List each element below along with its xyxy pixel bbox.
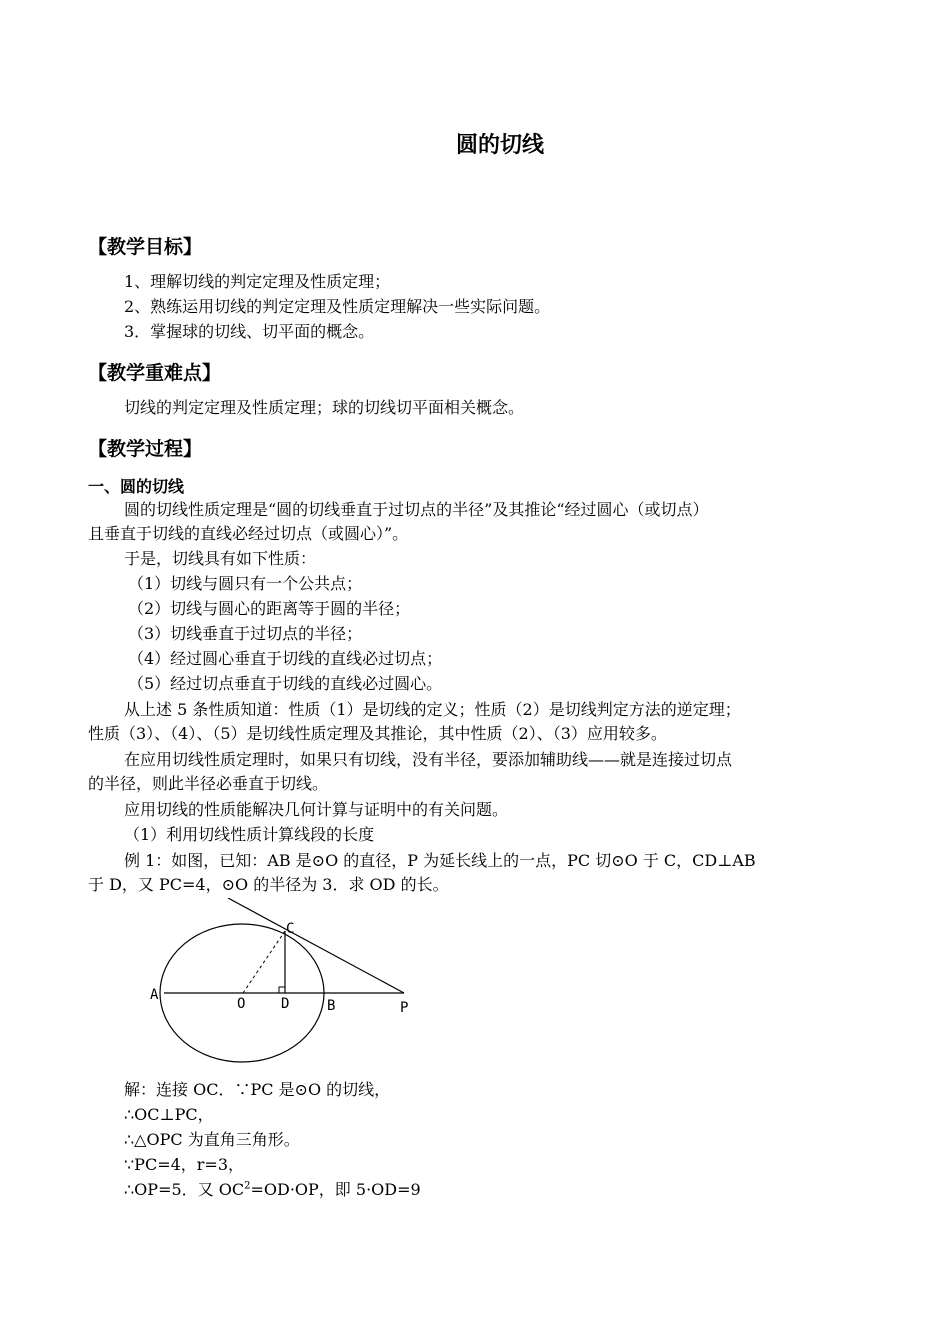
page-title: 圆的切线 [455,133,544,158]
key-points-text: 切线的判定定理及性质定理；球的切线切平面相关概念。 [124,398,525,417]
paragraph-line: 且垂直于切线的直线必经过切点（或圆心）”。 [88,524,409,543]
property-item: （4）经过圆心垂直于切线的直线必过切点； [128,649,443,668]
goal-item: 3．掌握球的切线、切平面的概念。 [124,322,375,341]
property-item: （5）经过切点垂直于切线的直线必过圆心。 [128,674,443,693]
property-item: （1）切线与圆只有一个公共点； [128,574,363,593]
solution-line: 解：连接 OC．∵PC 是⊙O 的切线， [124,1080,391,1099]
goal-item: 2、熟练运用切线的判定定理及性质定理解决一些实际问题。 [124,297,551,316]
label-b: B [327,998,336,1014]
property-item: （3）切线垂直于过切点的半径； [128,624,363,643]
paragraph-line: 圆的切线性质定理是“圆的切线垂直于过切点的半径”及其推论“经过圆心（或切点） [124,500,709,519]
right-angle-mark [279,987,285,993]
label-p: P [400,1000,409,1016]
tangent-pc [228,898,404,993]
label-a: A [150,987,159,1003]
property-item: （2）切线与圆心的距离等于圆的半径； [128,599,411,618]
solution-text: ∴OP=5．又 OC [124,1180,245,1199]
example-line: 于 D，又 PC=4，⊙O 的半径为 3．求 OD 的长。 [88,875,449,894]
paragraph-line: 应用切线的性质能解决几何计算与证明中的有关问题。 [124,800,509,819]
label-o: O [237,996,246,1012]
solution-line: ∵PC=4，r=3， [124,1155,245,1174]
solution-line: ∴△OPC 为直角三角形。 [124,1130,300,1149]
solution-text: =OD·OP，即 5·OD=9 [250,1180,421,1199]
paragraph-line: （1）利用切线性质计算线段的长度 [124,825,375,844]
label-c: C [286,921,295,937]
solution-line [124,1178,421,1202]
paragraph-line: 在应用切线性质定理时，如果只有切线，没有半径，要添加辅助线——就是连接过切点 [124,750,733,769]
goals-heading: 【教学目标】 [88,236,203,258]
paragraph-line: 性质（3）、（4）、（5）是切线性质定理及其推论，其中性质（2）、（3）应用较多。 [88,724,667,743]
solution-line: ∴OC⊥PC， [124,1105,214,1124]
part1-heading: 一、圆的切线 [88,477,185,496]
goal-item: 1、理解切线的判定定理及性质定理； [124,272,391,291]
process-heading: 【教学过程】 [88,438,203,460]
superscript: 2 [244,1180,251,1192]
paragraph-line: 从上述 5 条性质知道：性质（1）是切线的定义；性质（2）是切线判定方法的逆定理； [124,700,741,719]
radius-oc [243,931,285,993]
geometry-figure [140,898,420,1068]
example-line: 例 1：如图，已知：AB 是⊙O 的直径，P 为延长线上的一点，PC 切⊙O 于 C，CD⊥AB [124,851,756,870]
paragraph-line: 于是，切线具有如下性质： [124,549,317,568]
paragraph-line: 的半径，则此半径必垂直于切线。 [88,774,329,793]
label-d: D [281,996,290,1012]
key-points-heading: 【教学重难点】 [88,362,222,384]
